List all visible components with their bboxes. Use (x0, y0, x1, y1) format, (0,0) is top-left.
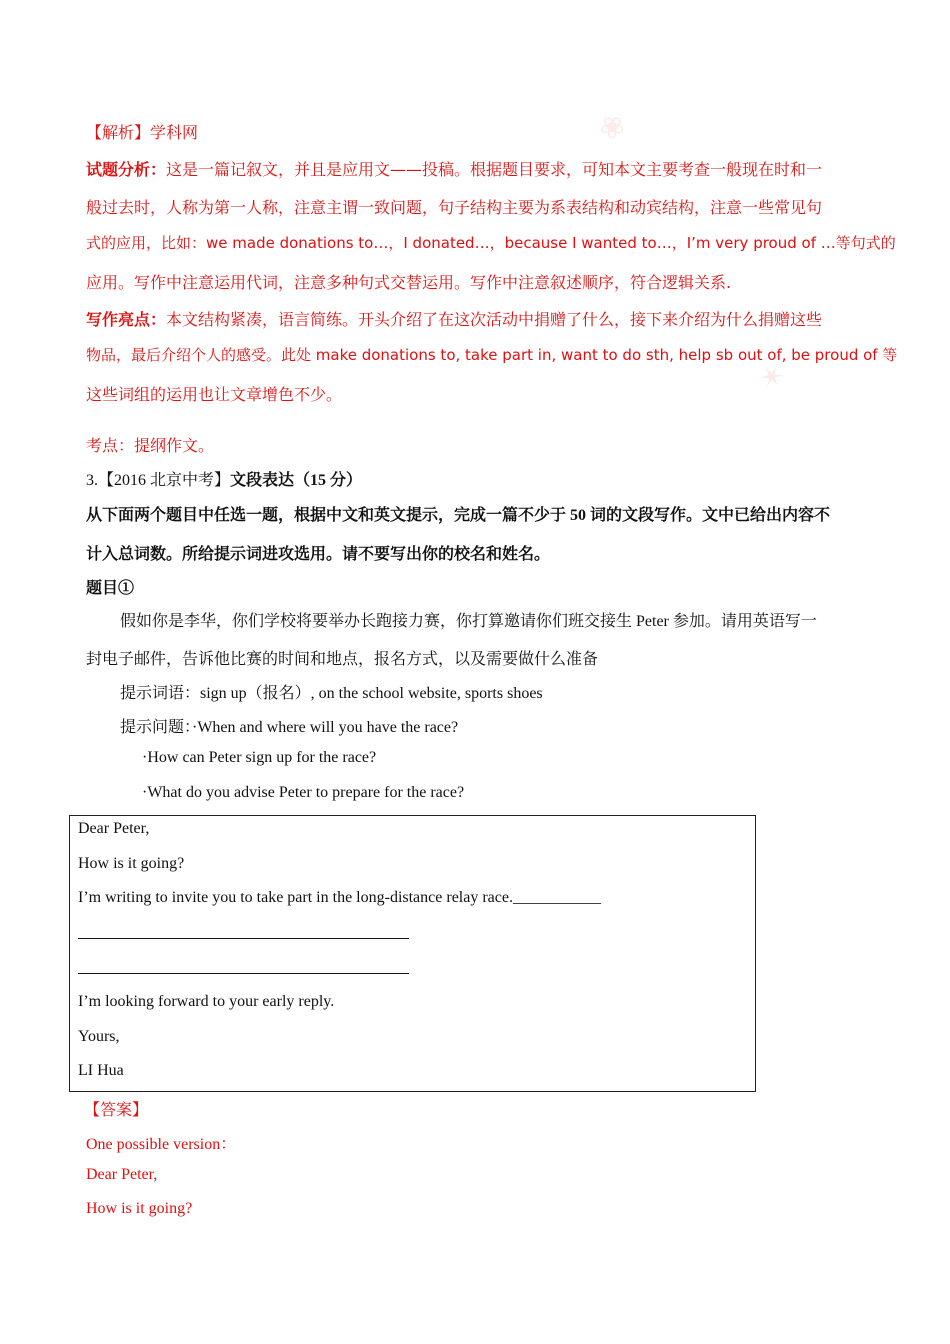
blank-line (78, 938, 409, 939)
answer-line: How is it going? (86, 1200, 193, 1217)
letter-line: How is it going? (78, 855, 185, 872)
hint-words: 提示词语：sign up（报名）, on the school website, sports shoes (120, 685, 543, 702)
test-analysis-line: 式的应用，比如：we made donations to…，I donated…，because I wanted to…，I’m very proud of …等句式的 (86, 234, 896, 252)
question-header (86, 467, 362, 490)
question-title-score: 文段表达（15 分） (230, 472, 363, 489)
test-analysis-line: 般过去时，人称为第一人称，注意主谓一致问题，句子结构主要为系表结构和动宾结构，注意一些常见句 (86, 198, 823, 217)
hint-question: ·How can Peter sign up for the race? (142, 749, 377, 766)
test-analysis-line: 应用。写作中注意运用代词，注意多种句式交替运用。写作中注意叙述顺序，符合逻辑关系. (86, 273, 732, 292)
prompt-line: 封电子邮件，告诉他比赛的时间和地点，报名方式，以及需要做什么准备 (86, 651, 599, 668)
test-analysis-label: 试题分析： (86, 160, 167, 179)
highlight-line: 这些词组的运用也让文章增色不少。 (86, 385, 343, 404)
letter-box (69, 815, 756, 1092)
instruction-line: 从下面两个题目中任选一题，根据中文和英文提示，完成一篇不少于 50 词的文段写作。文中已给出内容不 (86, 507, 831, 524)
answer-greeting: Dear Peter, (86, 1166, 158, 1183)
test-analysis-text: 这是一篇记叙文，并且是应用文——投稿。根据题目要求，可知本文主要考查一般现在时和一 (166, 160, 823, 179)
highlight-label: 写作亮点： (86, 310, 167, 329)
watermark: ✶ (752, 355, 793, 400)
prompt-line: 假如你是李华，你们学校将要举办长跑接力赛，你打算邀请你们班交接生 Peter 参加。请用英语写一 (120, 613, 817, 630)
topic-label: 题目① (86, 580, 135, 597)
letter-greeting: Dear Peter, (78, 820, 150, 837)
letter-closing: Yours, (78, 1028, 120, 1045)
question-number-source: 3.【2016 北京中考】 (86, 472, 231, 489)
test-analysis-line (86, 157, 822, 180)
instruction-line: 计入总词数。所给提示词进攻选用。请不要写出你的校名和姓名。 (86, 546, 551, 563)
letter-closing: I’m looking forward to your early reply. (78, 993, 335, 1010)
hint-question: ·What do you advise Peter to prepare for the race? (142, 784, 465, 801)
analysis-heading: 【解析】学科网 (86, 123, 199, 142)
hint-question: 提示问题：·When and where will you have the race? (120, 719, 459, 736)
highlight-text: 本文结构紧凑，语言简练。开头介绍了在这次活动中捐赠了什么，接下来介绍为什么捐赠这些 (166, 310, 823, 329)
highlight-line (86, 307, 822, 330)
kaodian: 考点：提纲作文。 (86, 438, 215, 455)
watermark: ❀ (592, 105, 633, 150)
answer-label: 【答案】 (84, 1102, 149, 1119)
answer-version: One possible version： (86, 1136, 237, 1153)
letter-line: I’m writing to invite you to take part in the long-distance relay race.___________ (78, 889, 601, 906)
letter-signature: LI Hua (78, 1062, 124, 1079)
highlight-line: 物品，最后介绍个人的感受。此处 make donations to, take part in, want to do sth, help sb out of, be proud of 等 (86, 346, 898, 364)
blank-line (78, 973, 409, 974)
